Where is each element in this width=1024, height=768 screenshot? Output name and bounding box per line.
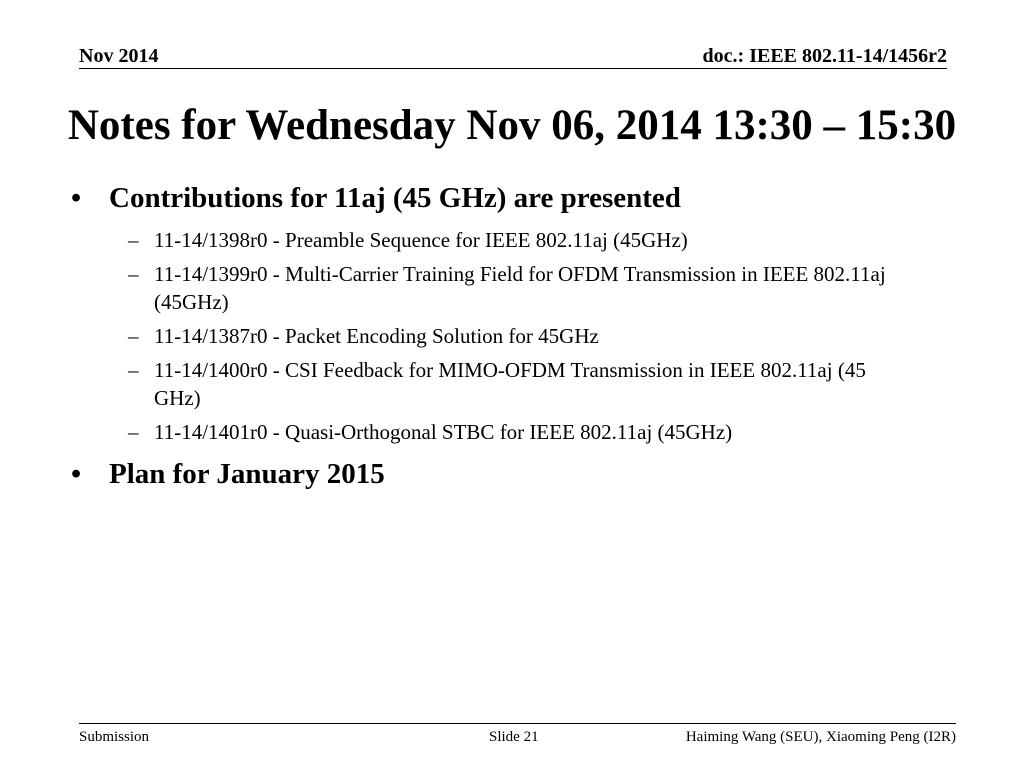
- dash-marker: –: [128, 262, 139, 286]
- sub-bullet-1399: [70, 260, 894, 316]
- bullet-plan: [70, 454, 970, 494]
- sub-bullet-text: 11-14/1400r0 - CSI Feedback for MIMO-OFDM Transmission in IEEE 802.11aj (45 GHz): [154, 358, 866, 410]
- dash-marker: –: [128, 358, 139, 382]
- sub-bullet-text: 11-14/1387r0 - Packet Encoding Solution for 45GHz: [154, 324, 599, 348]
- sub-bullet-text: 11-14/1399r0 - Multi-Carrier Training Field for OFDM Transmission in IEEE 802.11aj (45GHz): [154, 262, 886, 314]
- footer-submission: Submission: [79, 729, 150, 745]
- bullet-marker: •: [71, 182, 82, 214]
- header-doc-id: doc.: IEEE 802.11-14/1456r2: [702, 45, 947, 67]
- footer-authors: Haiming Wang (SEU), Xiaoming Peng (I2R): [685, 729, 956, 745]
- sub-bullet-1398: [70, 226, 894, 254]
- dash-marker: –: [128, 420, 139, 444]
- bullet-contributions: [70, 178, 970, 218]
- slide-body: [70, 178, 970, 494]
- sub-bullet-1400: [70, 356, 894, 412]
- bullet-text: Contributions for 11aj (45 GHz) are presented: [109, 182, 681, 214]
- footer-divider: [79, 723, 956, 724]
- header-divider: [79, 68, 947, 69]
- bullet-text: Plan for January 2015: [109, 458, 385, 490]
- sub-bullet-text: 11-14/1398r0 - Preamble Sequence for IEEE 802.11aj (45GHz): [154, 228, 688, 252]
- footer-slide-number: Slide 21: [489, 729, 539, 745]
- sub-bullet-1387: [70, 322, 894, 350]
- bullet-marker: •: [71, 458, 82, 490]
- dash-marker: –: [128, 324, 139, 348]
- slide-title: Notes for Wednesday Nov 06, 2014 13:30 – 15:30: [67, 102, 957, 149]
- header-date: Nov 2014: [79, 45, 159, 67]
- dash-marker: –: [128, 228, 139, 252]
- sub-bullet-1401: [70, 418, 894, 446]
- sub-bullet-text: 11-14/1401r0 - Quasi-Orthogonal STBC for IEEE 802.11aj (45GHz): [154, 420, 733, 444]
